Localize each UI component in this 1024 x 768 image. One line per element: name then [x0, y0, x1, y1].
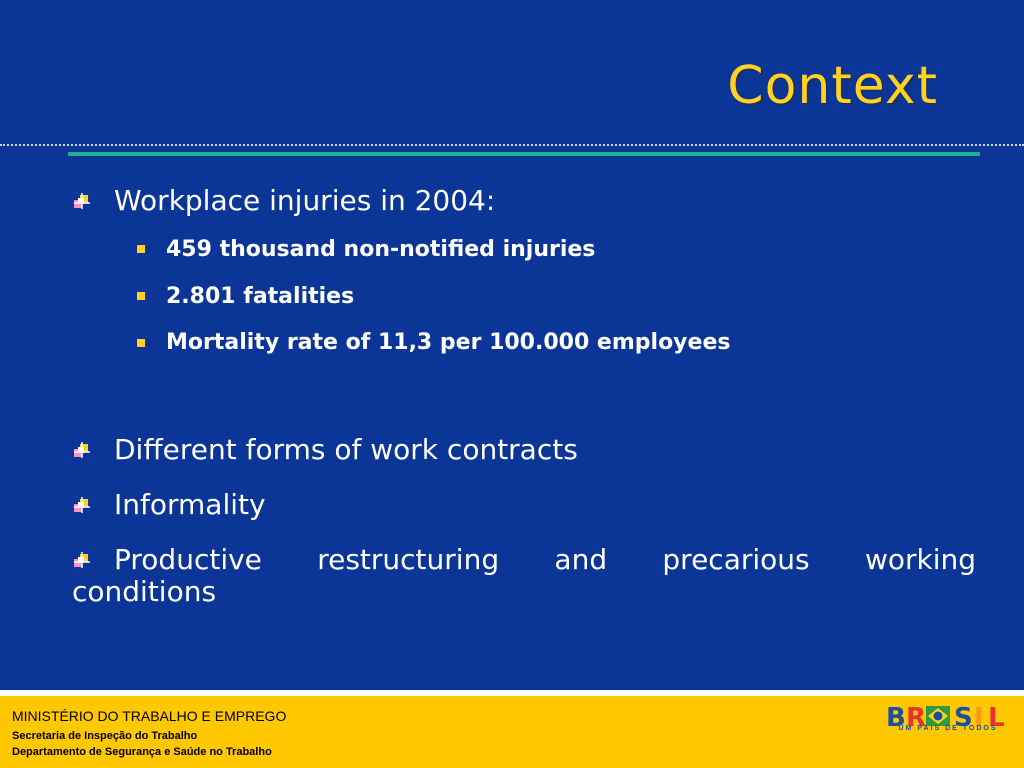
sub-bullet-marker — [137, 245, 145, 253]
bullet-line-2: conditions — [72, 575, 217, 608]
footer-bar — [0, 696, 1024, 768]
svg-text:I: I — [974, 703, 984, 733]
secretariat-name: Secretaria de Inspeção do Trabalho — [12, 730, 198, 742]
ministry-name: MINISTÉRIO DO TRABALHO E EMPREGO — [12, 708, 287, 724]
bullet-informality: Informality — [114, 488, 266, 521]
sub-bullet-marker — [137, 292, 145, 300]
bullet-workplace-injuries: Workplace injuries in 2004: — [114, 184, 496, 217]
bullet-line-1: Productive restructuring and precarious working — [114, 543, 976, 576]
svg-text:R: R — [906, 703, 927, 733]
sub-bullet-mortality: Mortality rate of 11,3 per 100.000 employees — [166, 330, 731, 355]
svg-text:B: B — [886, 703, 906, 733]
svg-text:L: L — [988, 703, 1005, 733]
accent-divider — [68, 152, 980, 156]
bullet-work-contracts: Different forms of work contracts — [114, 433, 578, 466]
brasil-logo — [884, 702, 1012, 746]
bullet-icon — [72, 496, 92, 514]
bullet-icon — [72, 192, 92, 210]
bullet-icon — [72, 441, 92, 459]
logo-tagline: UM PAÍS DE TODOS — [898, 725, 998, 732]
sub-bullet-marker — [137, 339, 145, 347]
dotted-divider — [0, 144, 1024, 146]
slide-title: Context — [727, 56, 938, 116]
department-name: Departamento de Segurança e Saúde no Trabalho — [12, 746, 272, 758]
bullet-productive-restructuring — [72, 544, 976, 608]
sub-bullet-fatalities: 2.801 fatalities — [166, 284, 355, 309]
svg-text:S: S — [954, 703, 973, 733]
sub-bullet-non-notified: 459 thousand non-notified injuries — [166, 237, 596, 262]
